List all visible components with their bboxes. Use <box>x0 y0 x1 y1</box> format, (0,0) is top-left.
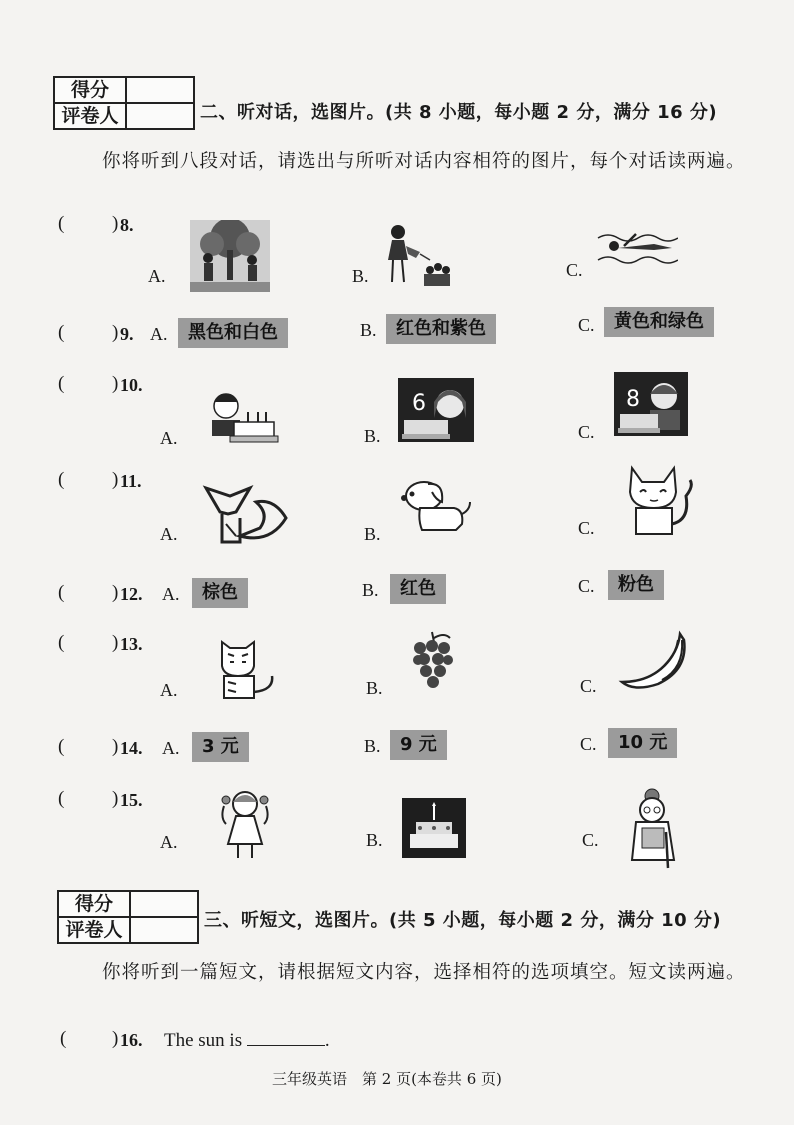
question-number: 13. <box>120 634 143 654</box>
option-a-label: A. <box>160 524 178 544</box>
option-c-text: 粉色 <box>608 570 664 600</box>
answer-paren-close: ) <box>112 1028 119 1049</box>
answer-paren-close: ) <box>112 632 119 653</box>
girl-icon[interactable] <box>214 788 276 862</box>
option-c-text: 10 元 <box>608 728 677 758</box>
dog-icon[interactable] <box>398 474 474 536</box>
question-number: 16. <box>120 1030 143 1050</box>
answer-paren-close: ) <box>112 788 119 809</box>
option-b-label: B. <box>362 580 379 600</box>
boy-birthday-cake-picture[interactable] <box>204 384 282 448</box>
answer-paren-open: ( <box>58 632 65 653</box>
option-c-text: 黄色和绿色 <box>604 307 714 337</box>
answer-paren-open: ( <box>60 1028 67 1049</box>
girl-watering-flowers-picture[interactable] <box>380 222 452 290</box>
option-c-label: C. <box>578 422 595 442</box>
question-16-text <box>164 1027 330 1052</box>
option-a-label: A. <box>160 680 178 700</box>
question-16-stem: The sun is <box>164 1030 243 1051</box>
question-16-period: . <box>324 1030 330 1051</box>
grandma-icon[interactable] <box>622 788 684 870</box>
banana-icon[interactable] <box>618 630 690 692</box>
option-b-label: B. <box>364 426 381 446</box>
option-b-text: 红色 <box>390 574 446 604</box>
grader-label: 评卷人 <box>58 917 130 943</box>
page-footer: 三年级英语 第 2 页(本卷共 6 页) <box>272 1070 502 1088</box>
answer-paren-open: ( <box>58 469 65 490</box>
grapes-icon[interactable] <box>410 630 456 692</box>
option-b-label: B. <box>366 678 383 698</box>
tiger-icon[interactable] <box>216 636 280 702</box>
question-number: 11. <box>120 471 142 491</box>
swimmer-picture[interactable] <box>594 220 678 272</box>
option-a-label: A. <box>160 428 178 448</box>
fox-icon[interactable] <box>200 484 292 548</box>
option-a-label: A. <box>150 324 168 344</box>
option-b-label: B. <box>364 736 381 756</box>
birthday-cake-icon[interactable] <box>402 798 466 858</box>
question-number: 15. <box>120 790 143 810</box>
boy-number-8-cake-picture[interactable] <box>614 372 688 436</box>
grader-field[interactable] <box>126 103 194 129</box>
answer-paren-close: ) <box>112 469 119 490</box>
grader-field[interactable] <box>130 917 198 943</box>
option-b-text: 9 元 <box>390 730 447 760</box>
score-label: 得分 <box>58 891 130 917</box>
option-a-label: A. <box>148 266 166 286</box>
option-a-text: 黑色和白色 <box>178 318 288 348</box>
option-c-label: C. <box>582 830 599 850</box>
option-c-label: C. <box>580 676 597 696</box>
answer-paren-open: ( <box>58 373 65 394</box>
score-box-section2 <box>53 76 195 130</box>
option-c-label: C. <box>578 315 595 335</box>
planting-trees-picture[interactable] <box>190 220 270 292</box>
option-c-label: C. <box>578 518 595 538</box>
question-number: 12. <box>120 584 143 604</box>
svg-text:8: 8 <box>626 387 640 412</box>
answer-paren-close: ) <box>112 322 119 343</box>
option-c-label: C. <box>580 734 597 754</box>
option-a-label: A. <box>162 584 180 604</box>
cat-icon[interactable] <box>624 462 696 538</box>
answer-paren-open: ( <box>58 322 65 343</box>
question-number: 9. <box>120 324 134 344</box>
question-number: 14. <box>120 738 143 758</box>
question-number: 10. <box>120 375 143 395</box>
section2-instruction: 你将听到八段对话，请选出与所听对话内容相符的图片，每个对话读两遍。 <box>102 151 746 172</box>
option-b-label: B. <box>360 320 377 340</box>
grader-label: 评卷人 <box>54 103 126 129</box>
section3-instruction: 你将听到一篇短文，请根据短文内容，选择相符的选项填空。短文读两遍。 <box>102 962 746 983</box>
section3-title: 三、听短文，选图片。(共 5 小题，每小题 2 分，满分 10 分) <box>204 910 722 931</box>
option-b-label: B. <box>352 266 369 286</box>
option-a-label: A. <box>160 832 178 852</box>
option-a-text: 3 元 <box>192 732 249 762</box>
section2-title: 二、听对话，选图片。(共 8 小题，每小题 2 分，满分 16 分) <box>200 102 718 123</box>
score-field[interactable] <box>126 77 194 103</box>
answer-paren-close: ) <box>112 373 119 394</box>
girl-number-6-cake-picture[interactable] <box>398 378 474 442</box>
answer-blank[interactable] <box>247 1027 325 1046</box>
score-field[interactable] <box>130 891 198 917</box>
option-c-label: C. <box>566 260 583 280</box>
svg-text:6: 6 <box>412 391 426 416</box>
option-b-label: B. <box>366 830 383 850</box>
answer-paren-close: ) <box>112 582 119 603</box>
option-c-label: C. <box>578 576 595 596</box>
score-label: 得分 <box>54 77 126 103</box>
answer-paren-close: ) <box>112 213 119 234</box>
option-b-label: B. <box>364 524 381 544</box>
question-number: 8. <box>120 215 134 235</box>
score-box-section3 <box>57 890 199 944</box>
answer-paren-open: ( <box>58 736 65 757</box>
option-b-text: 红色和紫色 <box>386 314 496 344</box>
option-a-label: A. <box>162 738 180 758</box>
answer-paren-open: ( <box>58 788 65 809</box>
option-a-text: 棕色 <box>192 578 248 608</box>
answer-paren-close: ) <box>112 736 119 757</box>
answer-paren-open: ( <box>58 582 65 603</box>
answer-paren-open: ( <box>58 213 65 234</box>
